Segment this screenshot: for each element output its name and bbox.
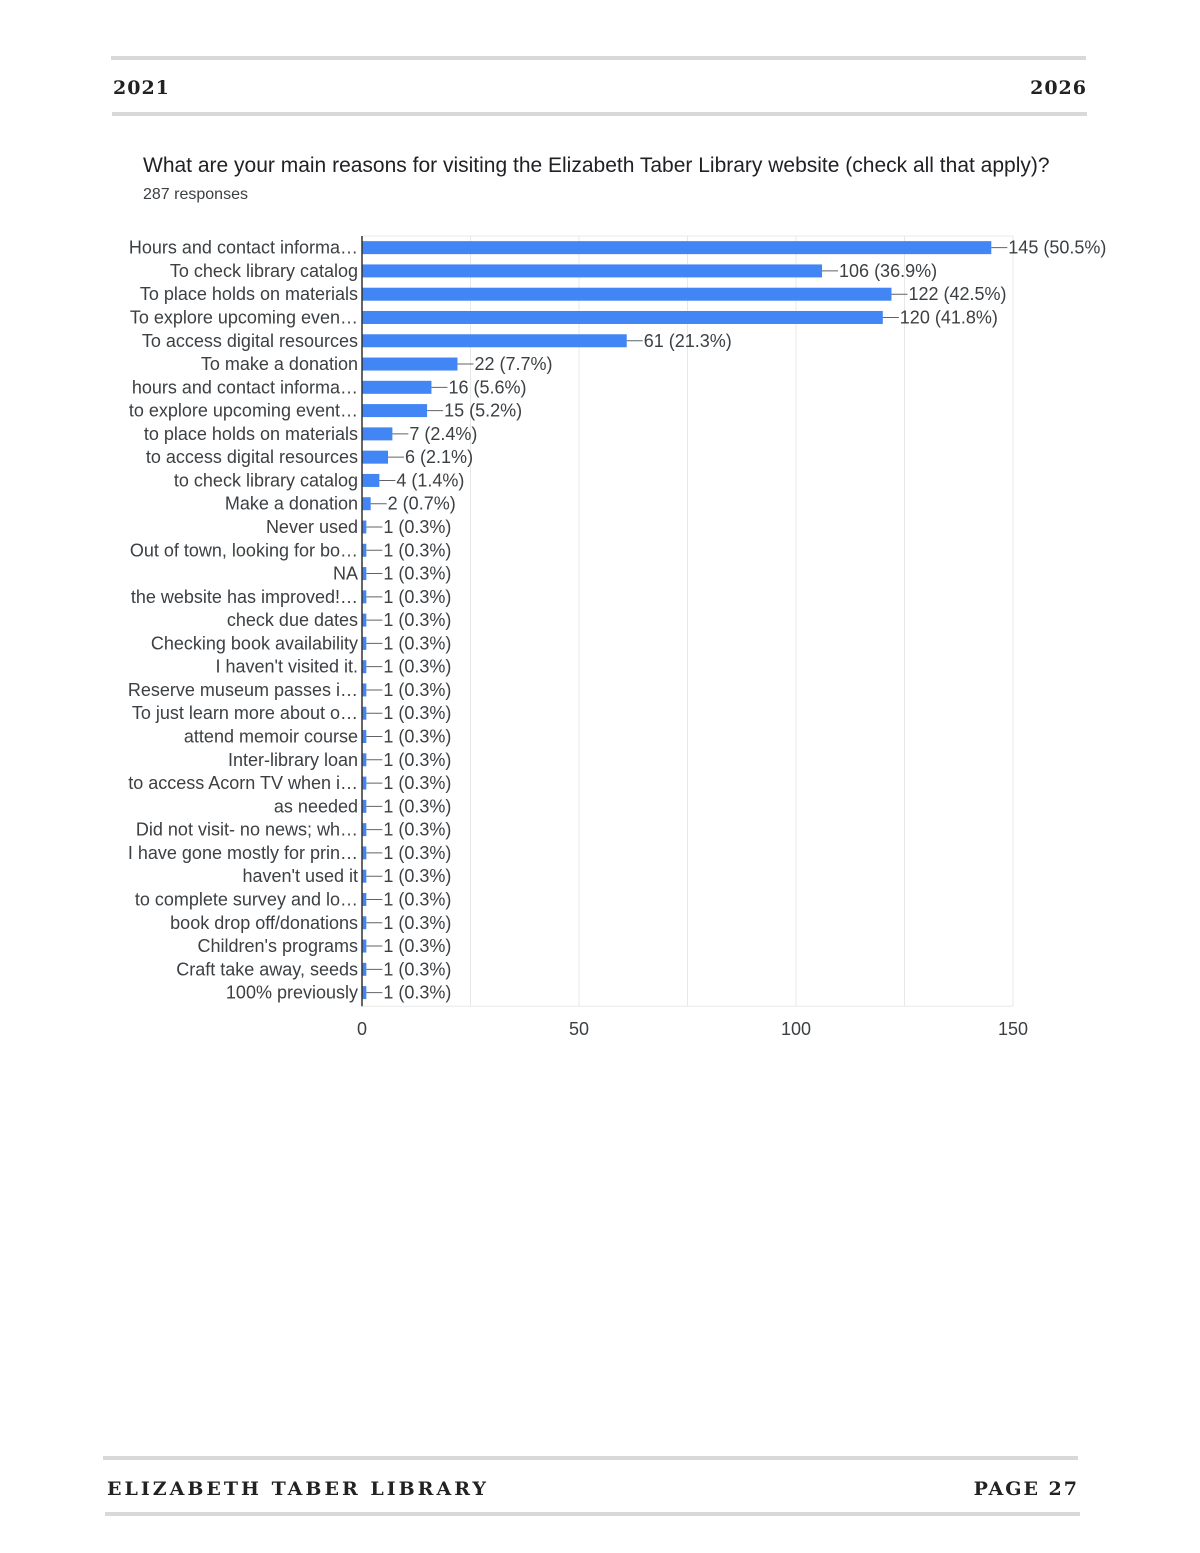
bar: [362, 264, 822, 277]
data-label: 1 (0.3%): [383, 936, 452, 957]
data-label: 2 (0.7%): [387, 493, 456, 514]
bar: [362, 451, 388, 464]
category-label: Checking book availability: [150, 633, 358, 654]
header-year-start: 2021: [113, 77, 170, 99]
data-label: 16 (5.6%): [448, 377, 527, 398]
category-label: to explore upcoming event…: [128, 400, 358, 421]
bar: [362, 381, 431, 394]
data-label: 4 (1.4%): [396, 470, 465, 491]
bar: [362, 241, 991, 254]
data-label: 61 (21.3%): [643, 330, 732, 351]
category-label: book drop off/donations: [170, 912, 358, 933]
data-label: 120 (41.8%): [899, 307, 998, 328]
data-label: 1 (0.3%): [383, 726, 452, 747]
category-label: I have gone mostly for prin…: [127, 842, 358, 863]
category-label: to access digital resources: [145, 447, 358, 468]
category-label: hours and contact informa…: [131, 377, 358, 398]
category-label: check due dates: [226, 610, 358, 631]
bar: [362, 288, 891, 301]
data-label: 1 (0.3%): [383, 703, 452, 724]
data-label: 1 (0.3%): [383, 586, 452, 607]
category-label: To make a donation: [200, 354, 358, 375]
category-label: To check library catalog: [169, 260, 358, 281]
footer-top-rule: [103, 1456, 1078, 1460]
x-tick-label: 150: [997, 1019, 1029, 1040]
category-label: To access digital resources: [141, 330, 358, 351]
footer-page-number: PAGE 27: [973, 1478, 1079, 1500]
data-label: 1 (0.3%): [383, 959, 452, 980]
data-label: 1 (0.3%): [383, 912, 452, 933]
category-label: Make a donation: [224, 493, 358, 514]
bar: [362, 334, 627, 347]
category-label: To place holds on materials: [139, 284, 358, 305]
data-label: 1 (0.3%): [383, 796, 452, 817]
category-label: Children's programs: [197, 936, 358, 957]
footer-library-name: ELIZABETH TABER LIBRARY: [107, 1478, 489, 1500]
data-label: 1 (0.3%): [383, 866, 452, 887]
x-tick-label: 50: [568, 1019, 590, 1040]
data-label: 1 (0.3%): [383, 773, 452, 794]
data-label: 15 (5.2%): [444, 400, 523, 421]
bar: [362, 404, 427, 417]
data-label: 1 (0.3%): [383, 633, 452, 654]
bar: [362, 474, 379, 487]
data-label: 7 (2.4%): [409, 423, 478, 444]
data-label: 1 (0.3%): [383, 517, 452, 537]
data-label: 1 (0.3%): [383, 610, 452, 631]
data-label: 1 (0.3%): [383, 679, 452, 700]
data-label: 22 (7.7%): [474, 354, 553, 375]
bar: [362, 497, 371, 510]
data-label: 1 (0.3%): [383, 656, 452, 677]
header-year-end: 2026: [1030, 77, 1087, 99]
category-label: 100% previously: [225, 982, 358, 1003]
category-label: the website has improved!…: [130, 586, 358, 607]
data-label: 1 (0.3%): [383, 982, 452, 1003]
category-label: attend memoir course: [183, 726, 358, 747]
bar: [362, 311, 883, 324]
category-label: to complete survey and lo…: [134, 889, 358, 910]
data-label: 1 (0.3%): [383, 540, 452, 561]
category-label: Reserve museum passes i…: [127, 679, 358, 700]
category-label: as needed: [273, 796, 358, 817]
data-label: 122 (42.5%): [908, 284, 1007, 305]
chart-title: What are your main reasons for visiting the Elizabeth Taber Library website (check all that apply)?: [143, 154, 1050, 177]
category-label: haven't used it: [242, 866, 358, 887]
bar: [362, 358, 457, 371]
data-label: 1 (0.3%): [383, 819, 452, 840]
x-tick-label: 100: [780, 1019, 812, 1040]
x-tick-label: 0: [356, 1019, 368, 1040]
category-label: to place holds on materials: [143, 423, 358, 444]
category-label: to access Acorn TV when i…: [128, 773, 358, 794]
category-label: Craft take away, seeds: [176, 959, 358, 980]
category-label: To explore upcoming even…: [129, 307, 358, 328]
data-label: 145 (50.5%): [1008, 237, 1107, 258]
data-label: 1 (0.3%): [383, 563, 452, 584]
data-label: 1 (0.3%): [383, 842, 452, 863]
category-label: Hours and contact informa…: [128, 237, 358, 258]
category-label: to check library catalog: [173, 470, 358, 491]
data-label: 1 (0.3%): [383, 749, 452, 770]
data-label: 6 (2.1%): [405, 447, 474, 468]
chart-response-count: 287 responses: [143, 186, 248, 203]
category-label: NA: [332, 563, 358, 584]
category-label: To just learn more about o…: [131, 703, 358, 724]
category-label: Did not visit- no news; wh…: [135, 819, 358, 840]
category-label: Inter-library loan: [227, 749, 358, 770]
category-label: Out of town, looking for bo…: [129, 540, 358, 561]
bar: [362, 427, 392, 440]
data-label: 106 (36.9%): [839, 260, 938, 281]
data-label: 1 (0.3%): [383, 889, 452, 910]
footer-bottom-rule: [105, 1512, 1080, 1516]
category-label: Never used: [265, 517, 358, 537]
category-label: I haven't visited it.: [215, 656, 358, 677]
